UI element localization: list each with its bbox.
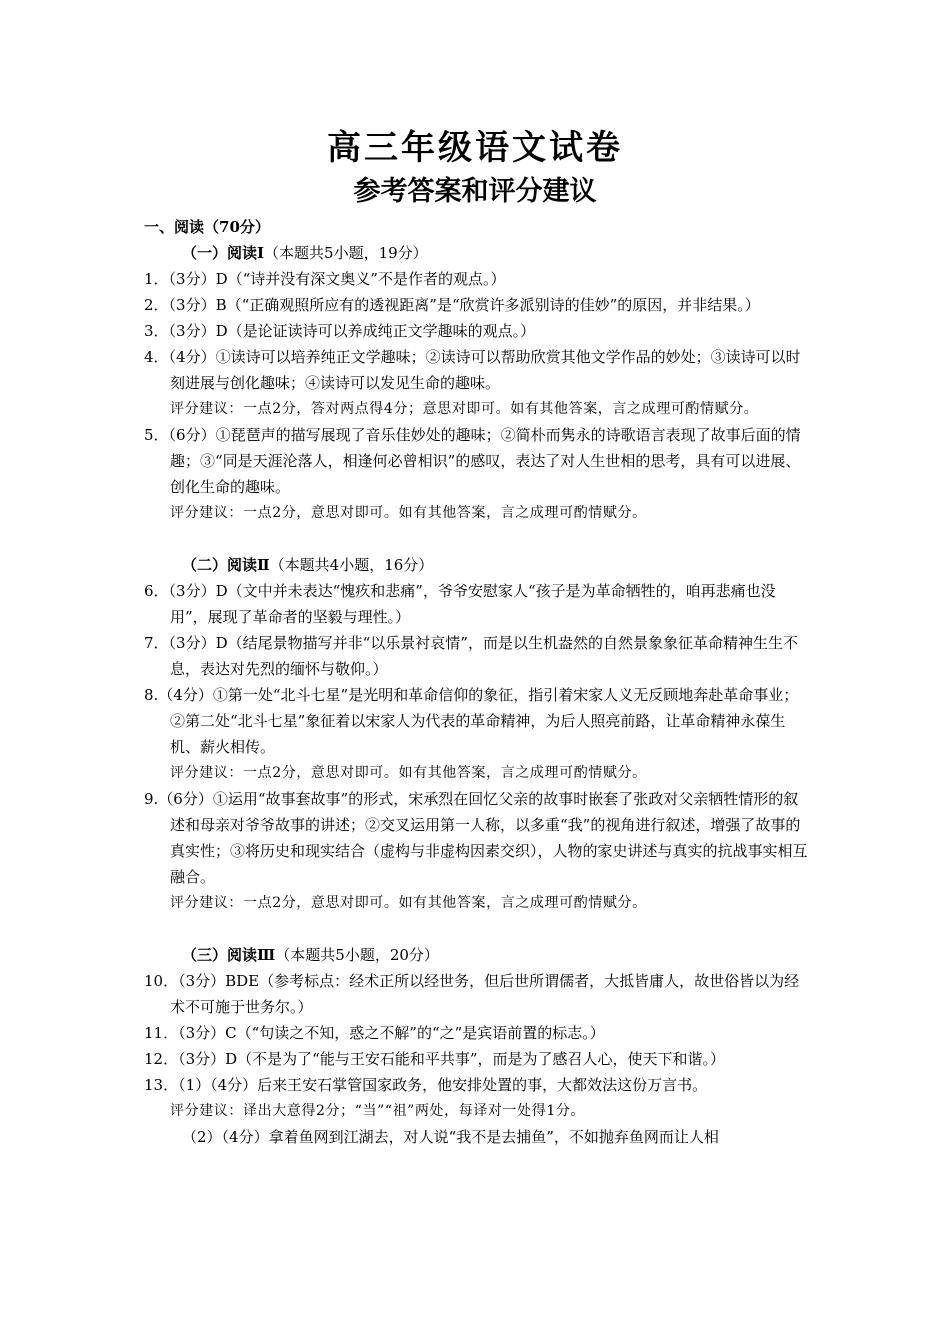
subsection-meta: （本题共5小题，19分）	[264, 244, 428, 262]
answer-item-1: 1．（3分）D（“诗并没有深文奥义”不是作者的观点。）	[144, 270, 506, 288]
document-body	[144, 214, 808, 1150]
answer-item-10: 10．（3分）BDE（参考标点：经术正所以经世务，但后世所谓儒者，大抵皆庸人，故世俗皆以为经术不可施于世务尔。）	[144, 972, 800, 1016]
scoring-advice-4: 评分建议：一点2分，答对两点得4分；意思对即可。如有其他答案，言之成理可酌情赋分。	[170, 401, 759, 417]
answer-item-9: 9.（6分）①运用“故事套故事”的形式，宋承烈在回忆父亲的故事时嵌套了张政对父亲牺牲情形的叙述和母亲对爷爷故事的讲述；②交叉运用第一人称，以多重“我”的视角进行叙述，增强了故事的真实性；③将历史和现实结合（虚构与非虚构因素交织），人物的家史讲述与真实的抗战事实相互融合。	[144, 790, 808, 886]
page-title: 高三年级语文试卷	[327, 128, 623, 168]
subsection-meta: （本题共5小题，20分）	[275, 946, 439, 964]
subsection-label: （三）阅读Ⅲ	[182, 946, 276, 964]
subsection-heading-reading-2	[182, 552, 808, 578]
subsection-heading-reading-1	[182, 240, 808, 266]
subsection-meta: （本题共4小题，16分）	[269, 556, 434, 574]
scoring-advice-5: 评分建议：一点2分，意思对即可。如有其他答案，言之成理可酌情赋分。	[170, 505, 647, 521]
answer-item-3: 3．（3分）D（是论证读诗可以养成纯正文学趣味的观点。）	[144, 322, 536, 340]
answer-item-13-2: （2）（4分）拿着鱼网到江湖去，对人说“我不是去捕鱼”，不如抛弃鱼网而让人相	[182, 1128, 719, 1146]
answer-item-5: 5．（6分）①琵琶声的描写展现了音乐佳妙处的趣味；②简朴而隽永的诗歌语言表现了故事后面的情趣；③“同是天涯沦落人，相逢何必曾相识”的感叹，表达了对人生世相的思考，具有可以进展、创化生命的趣味。	[144, 426, 801, 496]
answer-item-4: 4．（4分）①读诗可以培养纯正文学趣味；②读诗可以帮助欣赏其他文学作品的妙处；③读诗可以时刻进展与创化趣味；④读诗可以发见生命的趣味。	[144, 348, 801, 392]
spacer	[144, 916, 808, 942]
section-heading-reading: 一、阅读（70分）	[144, 218, 270, 236]
subsection-heading-reading-3	[182, 942, 808, 968]
page-subtitle: 参考答案和评分建议	[353, 176, 597, 207]
answer-item-8: 8.（4分）①第一处“北斗七星”是光明和革命信仰的象征，指引着宋家人义无反顾地奔赴革命事业；②第二处“北斗七星”象征着以宋家人为代表的革命精神，为后人照亮前路，让革命精神永葆生机、薪火相传。	[144, 686, 799, 756]
scoring-advice-8: 评分建议：一点2分，意思对即可。如有其他答案，言之成理可酌情赋分。	[170, 765, 647, 781]
answer-item-12: 12．（3分）D（不是为了“能与王安石能和平共事”，而是为了感召人心，使天下和谐。）	[144, 1050, 725, 1068]
scoring-advice-9: 评分建议：一点2分，意思对即可。如有其他答案，言之成理可酌情赋分。	[170, 895, 647, 911]
subsection-label: （一）阅读Ⅰ	[182, 244, 265, 262]
subsection-label: （二）阅读Ⅱ	[182, 556, 270, 574]
scoring-advice-13: 评分建议：译出大意得2分；“当”“祖”两处，每译对一处得1分。	[170, 1103, 586, 1119]
answer-item-13-1: 13．（1）（4分）后来王安石掌管国家政务，他安排处置的事，大都效法这份万言书。	[144, 1076, 708, 1094]
answer-item-11: 11．（3分）C（“句读之不知，惑之不解”的“之”是宾语前置的标志。）	[144, 1024, 605, 1042]
spacer	[144, 526, 808, 552]
answer-item-6: 6．（3分）D（文中并未表达“愧疚和悲痛”，爷爷安慰家人“孩子是为革命牺牲的，咱再悲痛也没用”，展现了革命者的坚毅与理性。）	[144, 582, 776, 626]
answer-item-2: 2．（3分）B（“正确观照所应有的透视距离”是“欣赏许多派别诗的佳妙”的原因，并非结果。）	[144, 296, 760, 314]
answer-item-7: 7．（3分）D（结尾景物描写并非“以乐景衬哀情”，而是以生机盎然的自然景象象征革命精神生生不息，表达对先烈的缅怀与敬仰。）	[144, 634, 798, 678]
